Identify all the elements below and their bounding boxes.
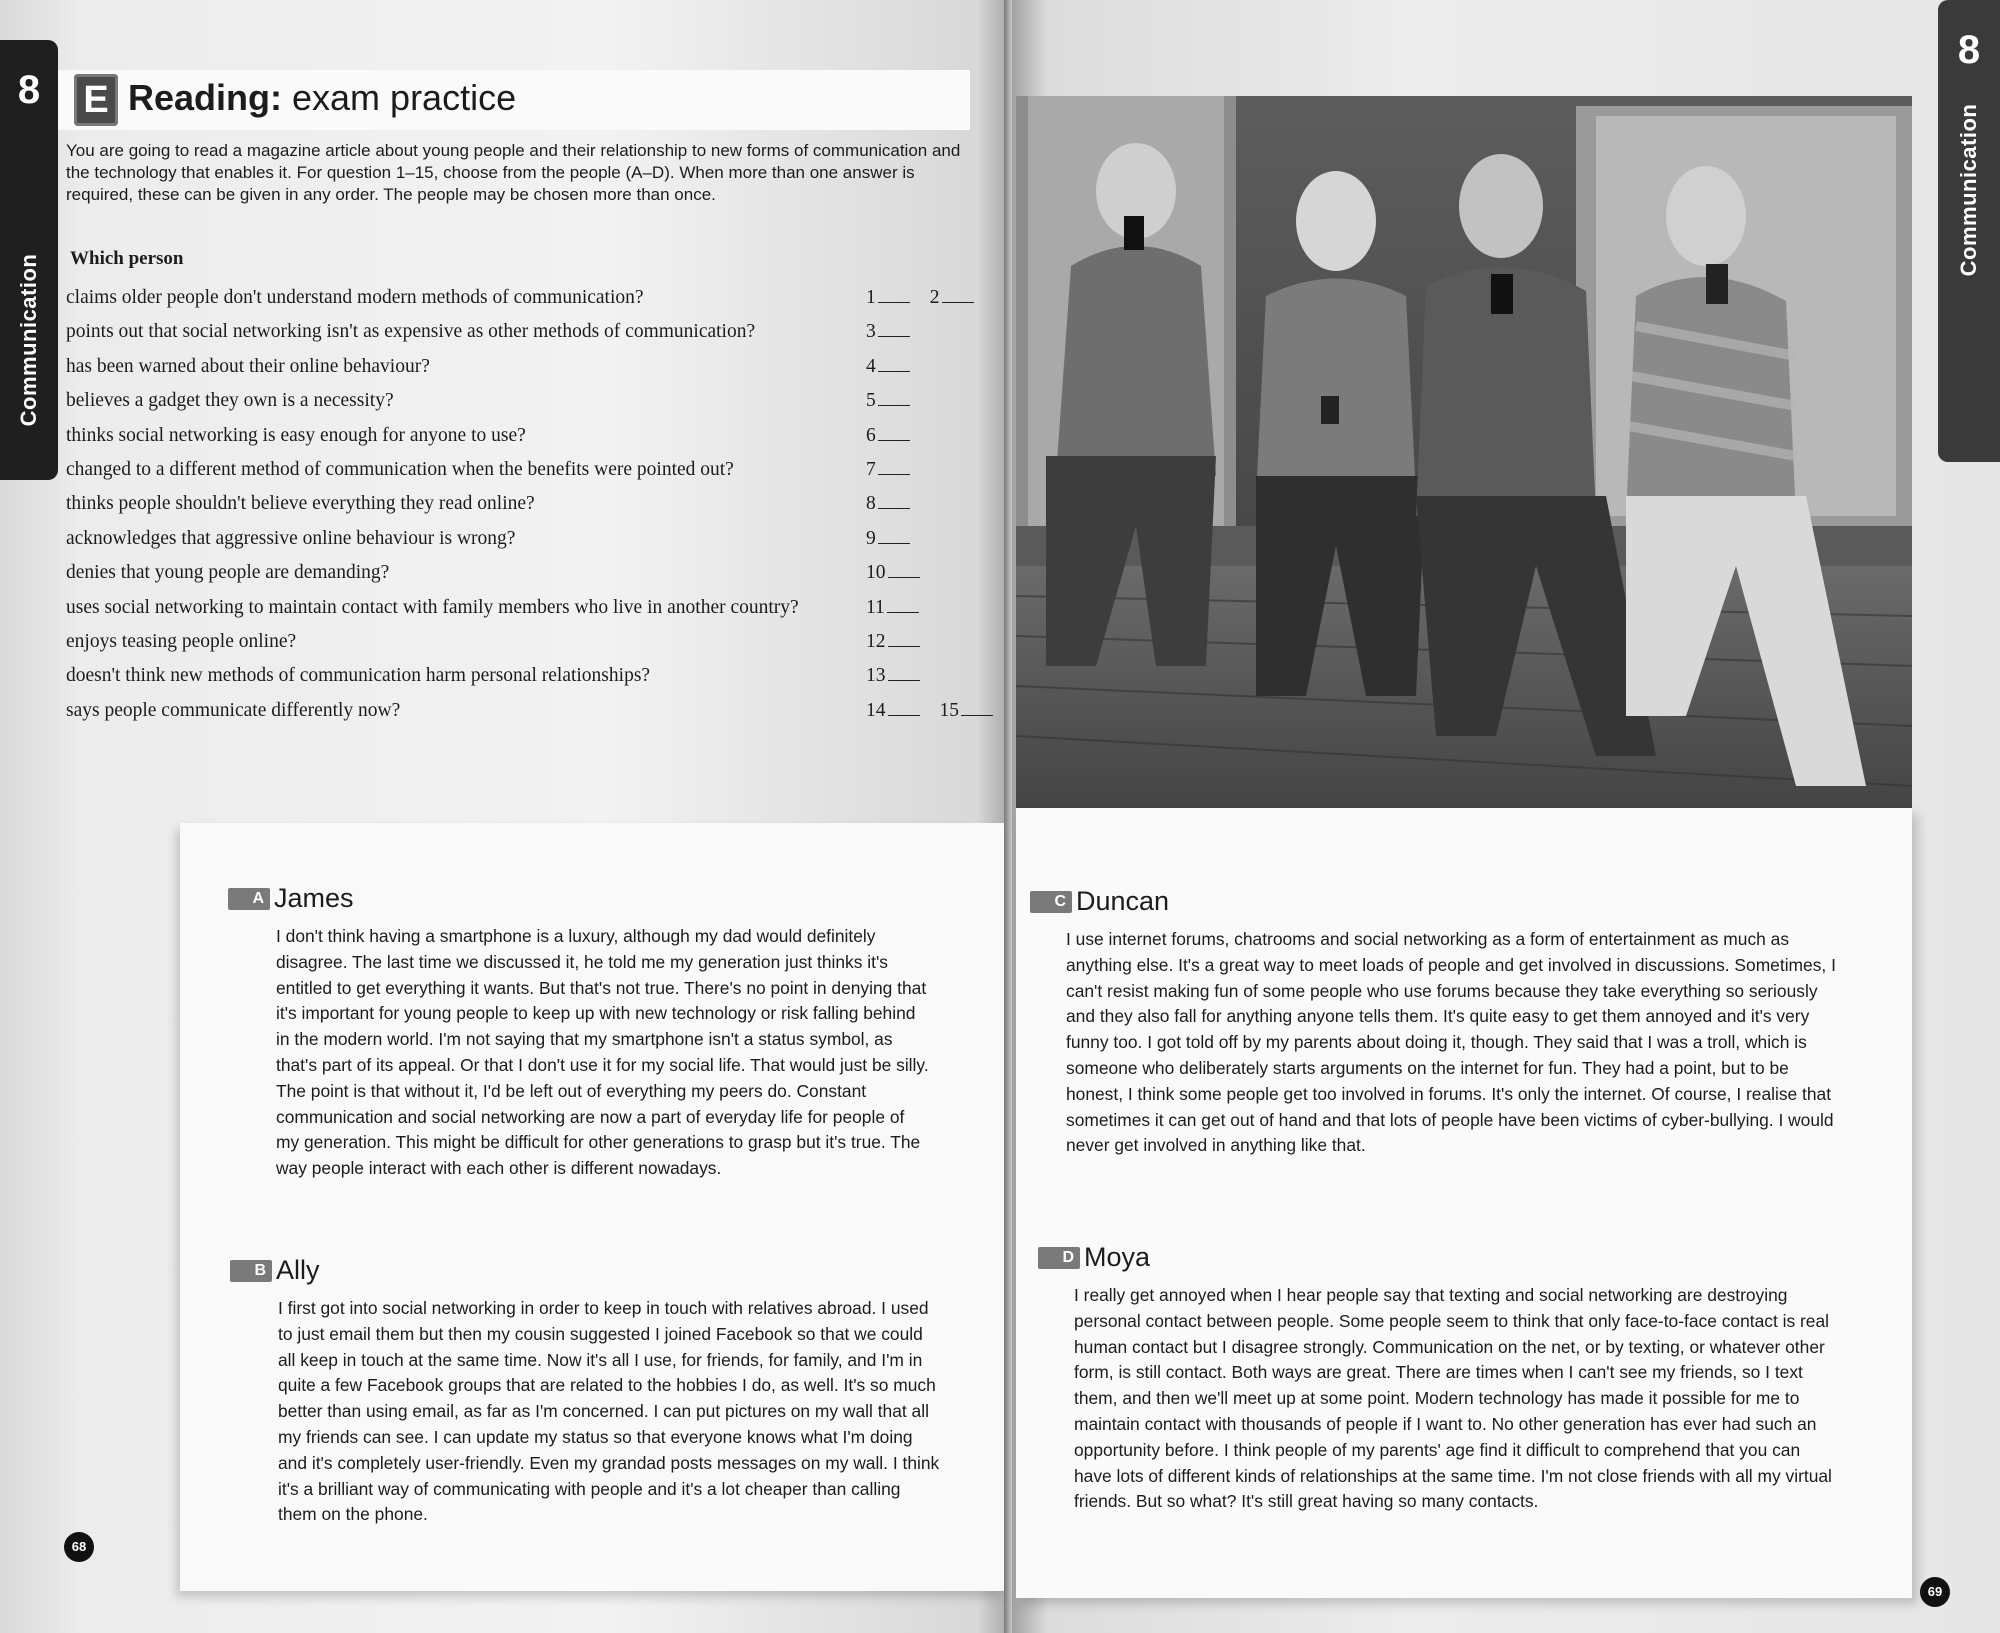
answer-slots [866,459,930,481]
question-number: 15 [939,699,959,721]
question-number: 10 [866,562,886,584]
question-list [66,283,986,730]
question-row [66,455,986,489]
article-panel-left [180,823,1004,1591]
question-number: 2 [929,287,940,308]
question-text: denies that young people are demanding? [66,562,390,584]
unit-tab-left [0,40,58,480]
question-number: 5 [866,390,876,412]
photo-illustration [1016,96,1912,808]
answer-blank[interactable] [878,426,910,441]
answer-blank[interactable] [887,598,919,613]
question-row [66,524,986,558]
person-letter-badge: C [1030,891,1072,913]
answer-slots [866,597,939,619]
teenagers-photo [1016,96,1912,808]
answer-slots [866,528,930,550]
question-row [66,627,986,661]
unit-number: 8 [17,68,41,112]
question-number: 13 [866,665,886,687]
question-text: believes a gadget they own is a necessity? [66,390,394,412]
unit-title: Communication [1956,103,1981,277]
answer-slots [866,631,940,653]
question-number: 8 [866,493,876,515]
question-row [66,283,986,317]
page-number-right: 69 [1920,1577,1950,1607]
answer-slots [866,493,930,515]
person-text: I use internet forums, chatrooms and social networking as a form of entertainment as much as anything else. It's a great way to meet loads of people and get involved in discussions. Sometimes, I can't resist making fun of some people who use forums because they take everything so seriously and they also fall for anything anyone tells them. It's quite easy to get them annoyed and it's very funny too. I got told off by my parents about doing it, though. They said that I was a troll, which is someone who deliberately starts arguments on the internet for fun. They had a point, but to be honest, I think some people get too involved in forums. It's only the internet. Of course, I realise that sometimes it can get out of hand and that lots of people have been victims of cyber-bullying. I would never get involved in anything like that. [1066,929,1836,1156]
unit-tab-right [1938,0,2000,462]
person-text: I really get annoyed when I hear people say that texting and social networking are destroying personal contact between people. Some people seem to think that only face-to-face contact is real human contact but I disagree strongly. Communication on the net, or by texting, or whatever other form, is still contact. Both ways are great. There are times when I can't see my friends, so I text them, and then we'll meet up at some point. Modern technology has made it possible for me to maintain contact with thousands of people if I want to. No other generation has ever had such an opportunity before. I think people of my parents' age find it difficult to comprehend that you can have lots of different kinds of relationships at the same time. I'm not close friends with all my virtual friends. But so what? It's still great having so many contacts. [1074,1285,1832,1512]
answer-blank[interactable] [888,666,920,681]
question-number: 1 [866,287,876,308]
answer-blank[interactable] [888,701,920,716]
answer-blank[interactable] [878,357,910,372]
question-text: doesn't think new methods of communication harm personal relationships? [66,665,651,687]
question-row [66,696,986,730]
question-number: 14 [866,699,886,721]
section-title-bold: Reading: [128,77,283,118]
answer-blank[interactable] [961,701,993,716]
section-title-rest: exam practice [282,77,517,118]
question-row [66,352,986,386]
question-number: 4 [866,355,876,377]
answer-slots [866,425,930,447]
question-row [66,421,986,455]
unit-title: Communication [16,253,41,427]
person-name: James [274,883,354,913]
person-text: I first got into social networking in order to keep in touch with relatives abroad. I used to just email them but then my cousin suggested I joined Facebook so that we could all keep in touch at the same time. Now it's all I use, for friends, for family, and I'm in quite a few Facebook groups that are related to the hobbies I do, as well. It's so much better than using email, as far as I'm concerned. I can put pictures on my wall that all my friends can see. I can update my status so that everyone knows what I'm doing and it's completely user-friendly. Even my grandad posts messages on my wall. I think it's a brilliant way of communicating with people and it's a lot cheaper than calling them on the phone. [278,1298,940,1525]
answer-blank[interactable] [878,494,910,509]
answer-blank[interactable] [878,288,910,303]
question-number: 6 [866,424,876,446]
question-number: 12 [866,630,886,652]
person-letter-badge: A [228,888,270,910]
person-letter-badge: B [230,1260,272,1282]
question-number: 9 [866,527,876,549]
question-text: acknowledges that aggressive online behaviour is wrong? [66,527,516,549]
person-a [228,883,948,1182]
answer-blank[interactable] [942,288,974,303]
answer-blank[interactable] [878,460,910,475]
question-text: has been warned about their online behaviour? [66,355,430,377]
answer-blank[interactable] [878,391,910,406]
question-row [66,317,986,351]
questions-heading: Which person [70,248,184,269]
question-text: enjoys teasing people online? [66,630,297,652]
answer-slots [866,321,930,343]
person-letter-badge: D [1038,1247,1080,1269]
section-letter-badge: E [74,74,118,126]
answer-slots [866,287,994,309]
answer-blank[interactable] [888,563,920,578]
question-text: uses social networking to maintain contact with family members who live in another country? [66,596,799,618]
question-text: points out that social networking isn't as expensive as other methods of communication? [66,321,756,343]
question-row [66,558,986,592]
answer-slots [866,665,940,687]
article-panel-right [1016,808,1912,1598]
person-b [230,1255,950,1528]
person-name: Moya [1084,1242,1151,1272]
question-row [66,489,986,523]
person-text: I don't think having a smartphone is a luxury, although my dad would definitely disagree. The last time we discussed it, he told me my generation just thinks it's entitled to get everything it wants. But that's not true. There's no point in denying that it's important for young people to keep up with new technology or risk falling behind in the modern world. I'm not saying that my smartphone isn't a status symbol, as that's part of its appeal. Or that I don't use it for my social life. That would just be silly. The point is that without it, I'd be left out of everything my peers do. Constant communication and social networking are now a part of everyday life for people of my generation. This might be difficult for other generations to grasp but it's true. The way people interact with each other is different nowadays. [276,926,929,1179]
answer-slots [866,390,930,412]
unit-number: 8 [1957,28,1981,72]
answer-blank[interactable] [888,632,920,647]
answer-slots [866,700,1013,722]
question-text: changed to a different method of communication when the benefits were pointed out? [66,458,734,480]
page-number-left: 68 [64,1532,94,1562]
question-text: says people communicate differently now? [66,699,401,721]
section-title [128,76,516,120]
question-text: thinks people shouldn't believe everything they read online? [66,493,535,515]
answer-blank[interactable] [878,529,910,544]
person-d [1038,1242,1878,1515]
question-text: thinks social networking is easy enough for anyone to use? [66,424,526,446]
book-gutter [1004,0,1012,1633]
question-row [66,661,986,695]
question-number: 7 [866,458,876,480]
answer-slots [866,562,940,584]
person-c [1030,886,1870,1159]
answer-blank[interactable] [878,322,910,337]
question-row [66,593,986,627]
question-text: claims older people don't understand modern methods of communication? [66,287,644,308]
question-number: 11 [866,596,885,618]
answer-slots [866,356,930,378]
person-name: Duncan [1076,886,1170,916]
instructions: You are going to read a magazine article about young people and their relationship to new forms of communication and the technology that enables it. For question 1–15, choose from the people (A–D). When more than one answer is required, these can be given in any order. The people may be chosen more than once. [66,141,961,204]
question-number: 3 [866,321,876,343]
person-name: Ally [276,1255,320,1285]
question-row [66,386,986,420]
